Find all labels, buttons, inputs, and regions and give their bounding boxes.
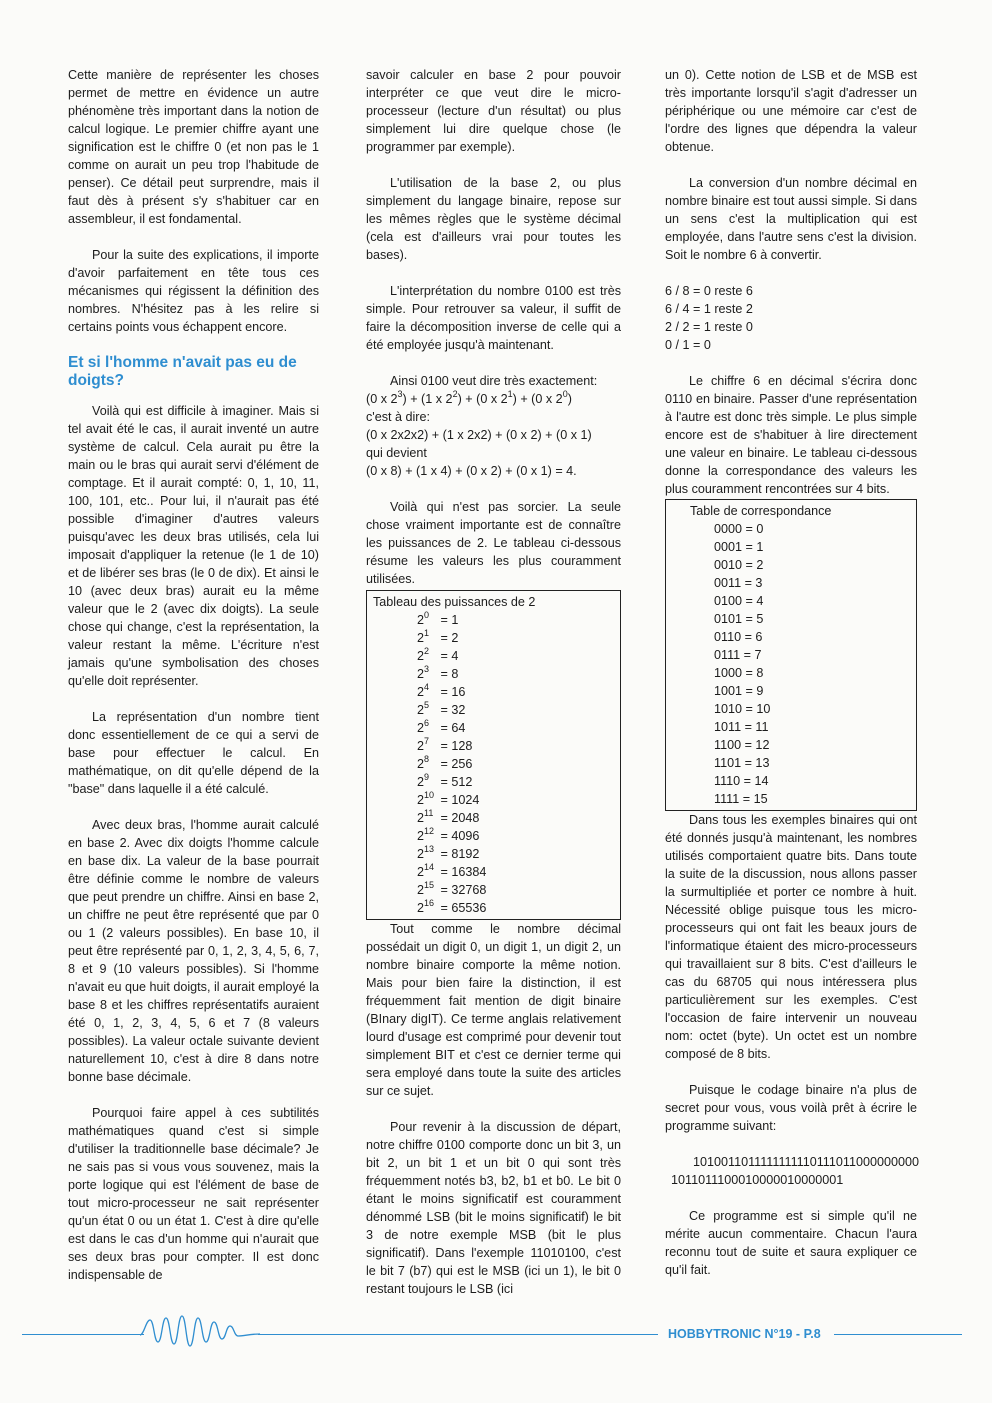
power-row: $2^9 = 512$ xyxy=(417,771,473,789)
paragraph: Pour la suite des explications, il importe d'avoir parfaitement en tête tous ces mécanismes qui régissent la définition des nombres. N'hésitez pas à les relire si certains points vous échappent encore. xyxy=(68,248,319,334)
correspondance-row: 0010 = 2 xyxy=(714,558,764,572)
column-3 xyxy=(665,66,917,1279)
program-line: 1011011100010000010000001 xyxy=(671,1173,844,1187)
power-row: $2^0 = 1$ xyxy=(417,609,459,627)
waveform-icon xyxy=(140,1312,260,1348)
power-row: $2^1 = 2$ xyxy=(417,627,459,645)
footer-rule-left xyxy=(22,1334,144,1335)
program-line: 1010011011111111110111011000000000 xyxy=(693,1155,919,1169)
paragraph: un 0). Cette notion de LSB et de MSB est très importante lorsqu'il s'agit d'adresser un périphérique ou une mémoire car c'est de l'ordre des lignes que dépendra la valeur obtenue. xyxy=(665,68,917,154)
paragraph: La représentation d'un nombre tient donc essentiellement de ce qui a servi de base pour effectuer le calcul. En mathématique, on dit qu'elle dépend de la "base" dans laquelle il a été calculé. xyxy=(68,710,319,796)
paragraph: L'utilisation de la base 2, ou plus simplement du langage binaire, repose sur les mêmes règles que le système décimal (cela est d'ailleurs vrai pour toutes les bases). xyxy=(366,176,621,262)
correspondance-row: 1101 = 13 xyxy=(714,756,770,770)
formula-label: qui devient xyxy=(366,446,427,460)
footer-rule-middle xyxy=(258,1334,658,1335)
powers-table xyxy=(366,590,621,920)
correspondance-row: 1111 = 15 xyxy=(714,792,768,806)
power-row: $2^4 = 16$ xyxy=(417,681,466,699)
paragraph: Voilà qui n'est pas sorcier. La seule chose vraiment importante est de connaître les puissances de 2. Le tableau ci-dessous résume les valeurs les plus couramment utilisées. xyxy=(366,500,621,586)
power-row: $2^{14} = 16384$ xyxy=(417,861,487,879)
paragraph: La conversion d'un nombre décimal en nombre binaire est tout aussi simple. Si dans un sens c'est la multiplication qui est employée, dans l'autre sens c'est la division. Soit le nombre 6 à convertir. xyxy=(665,176,917,262)
correspondance-row: 0111 = 7 xyxy=(714,648,762,662)
division-line: 2 / 2 = 1 reste 0 xyxy=(665,320,753,334)
power-row: $2^{11} = 2048$ xyxy=(417,807,480,825)
correspondance-row: 1011 = 11 xyxy=(714,720,769,734)
paragraph: L'interprétation du nombre 0100 est très simple. Pour retrouver sa valeur, il suffit de faire la décomposition inverse de celle qui a été employée jusqu'à maintenant. xyxy=(366,284,621,352)
paragraph: Voilà qui est difficile à imaginer. Mais si tel avait été le cas, il aurait inventé un autre système de calcul. Cela aurait pu être la main ou le bras qui aurait servi d'élément de comptage. Et il aurait compté: 0, 1, 10, 11, 100, 101, etc.. Pour lui, il n'aurait pas été possible d'imaginer d'autres valeurs puisqu'avec les deux bras utilisés, cela lui imposait d'appliquer la retenue (le 1 de 10) et de libérer ses bras (le 0 de dix). Et ainsi le 10 (avec deux bras) aurait eu la même valeur que le 2 (avec dix doigts). La seule chose qui change, c'est la représentation, la valeur restant la même. L'écriture n'est jamais qu'une symbolisation des choses qu'elle doit représenter. xyxy=(68,404,319,688)
column-2 xyxy=(366,66,621,1298)
power-row: $2^{15} = 32768$ xyxy=(417,879,487,897)
paragraph: Le chiffre 6 en décimal s'écrira donc 0110 en binaire. Passer d'une représentation à l'autre est donc très simple. Le plus simple encore est de s'habituer à lire directement une valeur en binaire. Le tableau ci-dessous donne la correspondance des valeurs les plus couramment rencontrées sur 4 bits. xyxy=(665,374,917,496)
correspondance-row: 0110 = 6 xyxy=(714,630,763,644)
correspondance-table xyxy=(665,499,917,811)
power-row: $2^{10} = 1024$ xyxy=(417,789,480,807)
paragraph: Dans tous les exemples binaires qui ont été donnés jusqu'à maintenant, les nombres utilisés comportaient quatre bits. Dans toute la suite de la discussion, nous allons passer la surmultipliée et porter ce nombre à huit. Nécessité oblige puisque tous les micro-processeurs qui ont fait les beaux jours de l'informatique étaient des micro-processeurs qui travaillaient sur 8 bits. C'est d'ailleurs le cas du 68705 qui nous intéressera plus particulièrement sur les exemples. C'est l'occasion de faire intervenir un nouveau nom: octet (byte). Un octet est un nombre composé de 8 bits. xyxy=(665,813,917,1061)
formula-products: (0 x 2x2x2) + (1 x 2x2) + (0 x 2) + (0 x 1) xyxy=(366,428,592,442)
paragraph: Avec deux bras, l'homme aurait calculé en base 2. Avec dix doigts l'homme calcule en base dix. La valeur de la base pourrait être définie comme le nombre de valeurs que peut prendre un chiffre. Ainsi en base 2, un chiffre ne peut être représenté que par 0 ou 1 (2 valeurs possibles). En base 10, il peut être représenté par 0, 1, 2, 3, 4, 5, 6, 7, 8 et 9 (10 valeurs possibles). Si l'homme n'avait eu que huit doigts, il aurait employé la base 8 et les chiffres représentatifs auraient été 0, 1, 2, 3, 4, 5, 6 et 7 (8 valeurs possibles). La valeur octale suivante devient naturellement 10, c'est à dire 8 dans notre bonne base décimale. xyxy=(68,818,319,1084)
table-title: Table de correspondance xyxy=(690,504,832,518)
power-row: $2^2 = 4$ xyxy=(417,645,459,663)
power-row: $2^{16} = 65536$ xyxy=(417,897,487,915)
table-title: Tableau des puissances de 2 xyxy=(373,595,536,609)
power-row: $2^8 = 256$ xyxy=(417,753,473,771)
division-line: 6 / 8 = 0 reste 6 xyxy=(665,284,753,298)
paragraph: Pour revenir à la discussion de départ, notre chiffre 0100 comporte donc un bit 3, un bit 2, un bit 1 et un bit 0 qui sont très fréquemment notés b3, b2, b1 et b0. Le bit 0 étant le moins significatif est couramment dénommé LSB (bit le moins significatif) le bit 3 de notre exemple MSB (bit le plus significatif). Dans l'exemple 11010100, c'est le bit 7 (b7) qui est le MSB (ici un 1), le bit 0 restant toujours le LSB (ici xyxy=(366,1120,621,1296)
correspondance-row: 1110 = 14 xyxy=(714,774,769,788)
correspondance-row: 1000 = 8 xyxy=(714,666,764,680)
powers-rows xyxy=(367,611,620,917)
correspondance-rows xyxy=(666,520,916,808)
division-line: 0 / 1 = 0 xyxy=(665,338,711,352)
paragraph: Tout comme le nombre décimal possédait un digit 0, un digit 1, un digit 2, un nombre binaire comporte la même notion. Mais pour bien faire la distinction, il est fréquemment fait mention de digit binaire (BInary digIT). Ce terme anglais relativement lourd d'usage est comprimé pour devenir tout simplement BIT et c'est ce dernier terme qui sera employé dans toute la suite des articles sur ce sujet. xyxy=(366,922,621,1098)
correspondance-row: 0001 = 1 xyxy=(714,540,764,554)
paragraph: Cette manière de représenter les choses permet de mettre en évidence un autre phénomène très important dans la notion de calcul logique. Le premier chiffre ayant une signification est le chiffre 0 (et non pas le 1 comme on aurait un peu trop l'habitude de penser). Ce détail peut surprendre, mais il faut dès à présent s'y s'habituer car en assembleur, il est fondamental. xyxy=(68,68,319,226)
power-row: $2^{13} = 8192$ xyxy=(417,843,480,861)
correspondance-row: 0011 = 3 xyxy=(714,576,763,590)
power-row: $2^3 = 8$ xyxy=(417,663,459,681)
power-row: $2^6 = 64$ xyxy=(417,717,466,735)
correspondance-row: 1001 = 9 xyxy=(714,684,764,698)
column-1 xyxy=(68,66,319,1284)
power-row: $2^5 = 32$ xyxy=(417,699,466,717)
paragraph: Ainsi 0100 veut dire très exactement: xyxy=(390,374,598,388)
formula-powers: (0 x $2^3) + (1$ x $2^2) + (0$ x $2^1) + (0$ x $2^0$) xyxy=(366,388,572,406)
correspondance-row: 1100 = 12 xyxy=(714,738,770,752)
correspondance-row: 0100 = 4 xyxy=(714,594,764,608)
section-heading: Et si l'homme n'avait pas eu de doigts? xyxy=(68,354,297,389)
paragraph: Ce programme est si simple qu'il ne mérite aucun commentaire. Chacun l'aura reconnu tout de suite et saura expliquer ce qu'il fait. xyxy=(665,1209,917,1277)
paragraph: Puisque le codage binaire n'a plus de secret pour vous, vous voilà prêt à écrire le programme suivant: xyxy=(665,1083,917,1133)
program-listing xyxy=(665,1153,917,1189)
division-steps xyxy=(665,282,917,354)
power-row: $2^7 = 128$ xyxy=(417,735,473,753)
paragraph: savoir calculer en base 2 pour pouvoir interpréter ce que veut dire le micro-processeur (lecture d'un résultat) ou plus simplement lui dire quelque chose (le programmer par exemple). xyxy=(366,68,621,154)
correspondance-row: 1010 = 10 xyxy=(714,702,771,716)
formula-result: (0 x 8) + (1 x 4) + (0 x 2) + (0 x 1) = 4. xyxy=(366,464,577,478)
correspondance-row: 0101 = 5 xyxy=(714,612,764,626)
power-row: $2^{12} = 4096$ xyxy=(417,825,480,843)
formula-label: c'est à dire: xyxy=(366,410,431,424)
page-footer: HOBBYTRONIC N°19 - P.8 xyxy=(668,1327,821,1341)
paragraph: Pourquoi faire appel à ces subtilités mathématiques quand c'est si simple d'utiliser la traditionnelle base décimale? Je ne sais pas si vous vous souvenez, mais la porte logique qui est l'élément de base de tout micro-processeur ne sait représenter qu'un état 0 ou un état 1. C'est à dire qu'elle est dans le cas d'un homme qui n'aurait que ses deux bras pour compter. Il est donc indispensable de xyxy=(68,1106,319,1282)
correspondance-row: 0000 = 0 xyxy=(714,522,764,536)
footer-rule-right xyxy=(834,1334,962,1335)
division-line: 6 / 4 = 1 reste 2 xyxy=(665,302,753,316)
